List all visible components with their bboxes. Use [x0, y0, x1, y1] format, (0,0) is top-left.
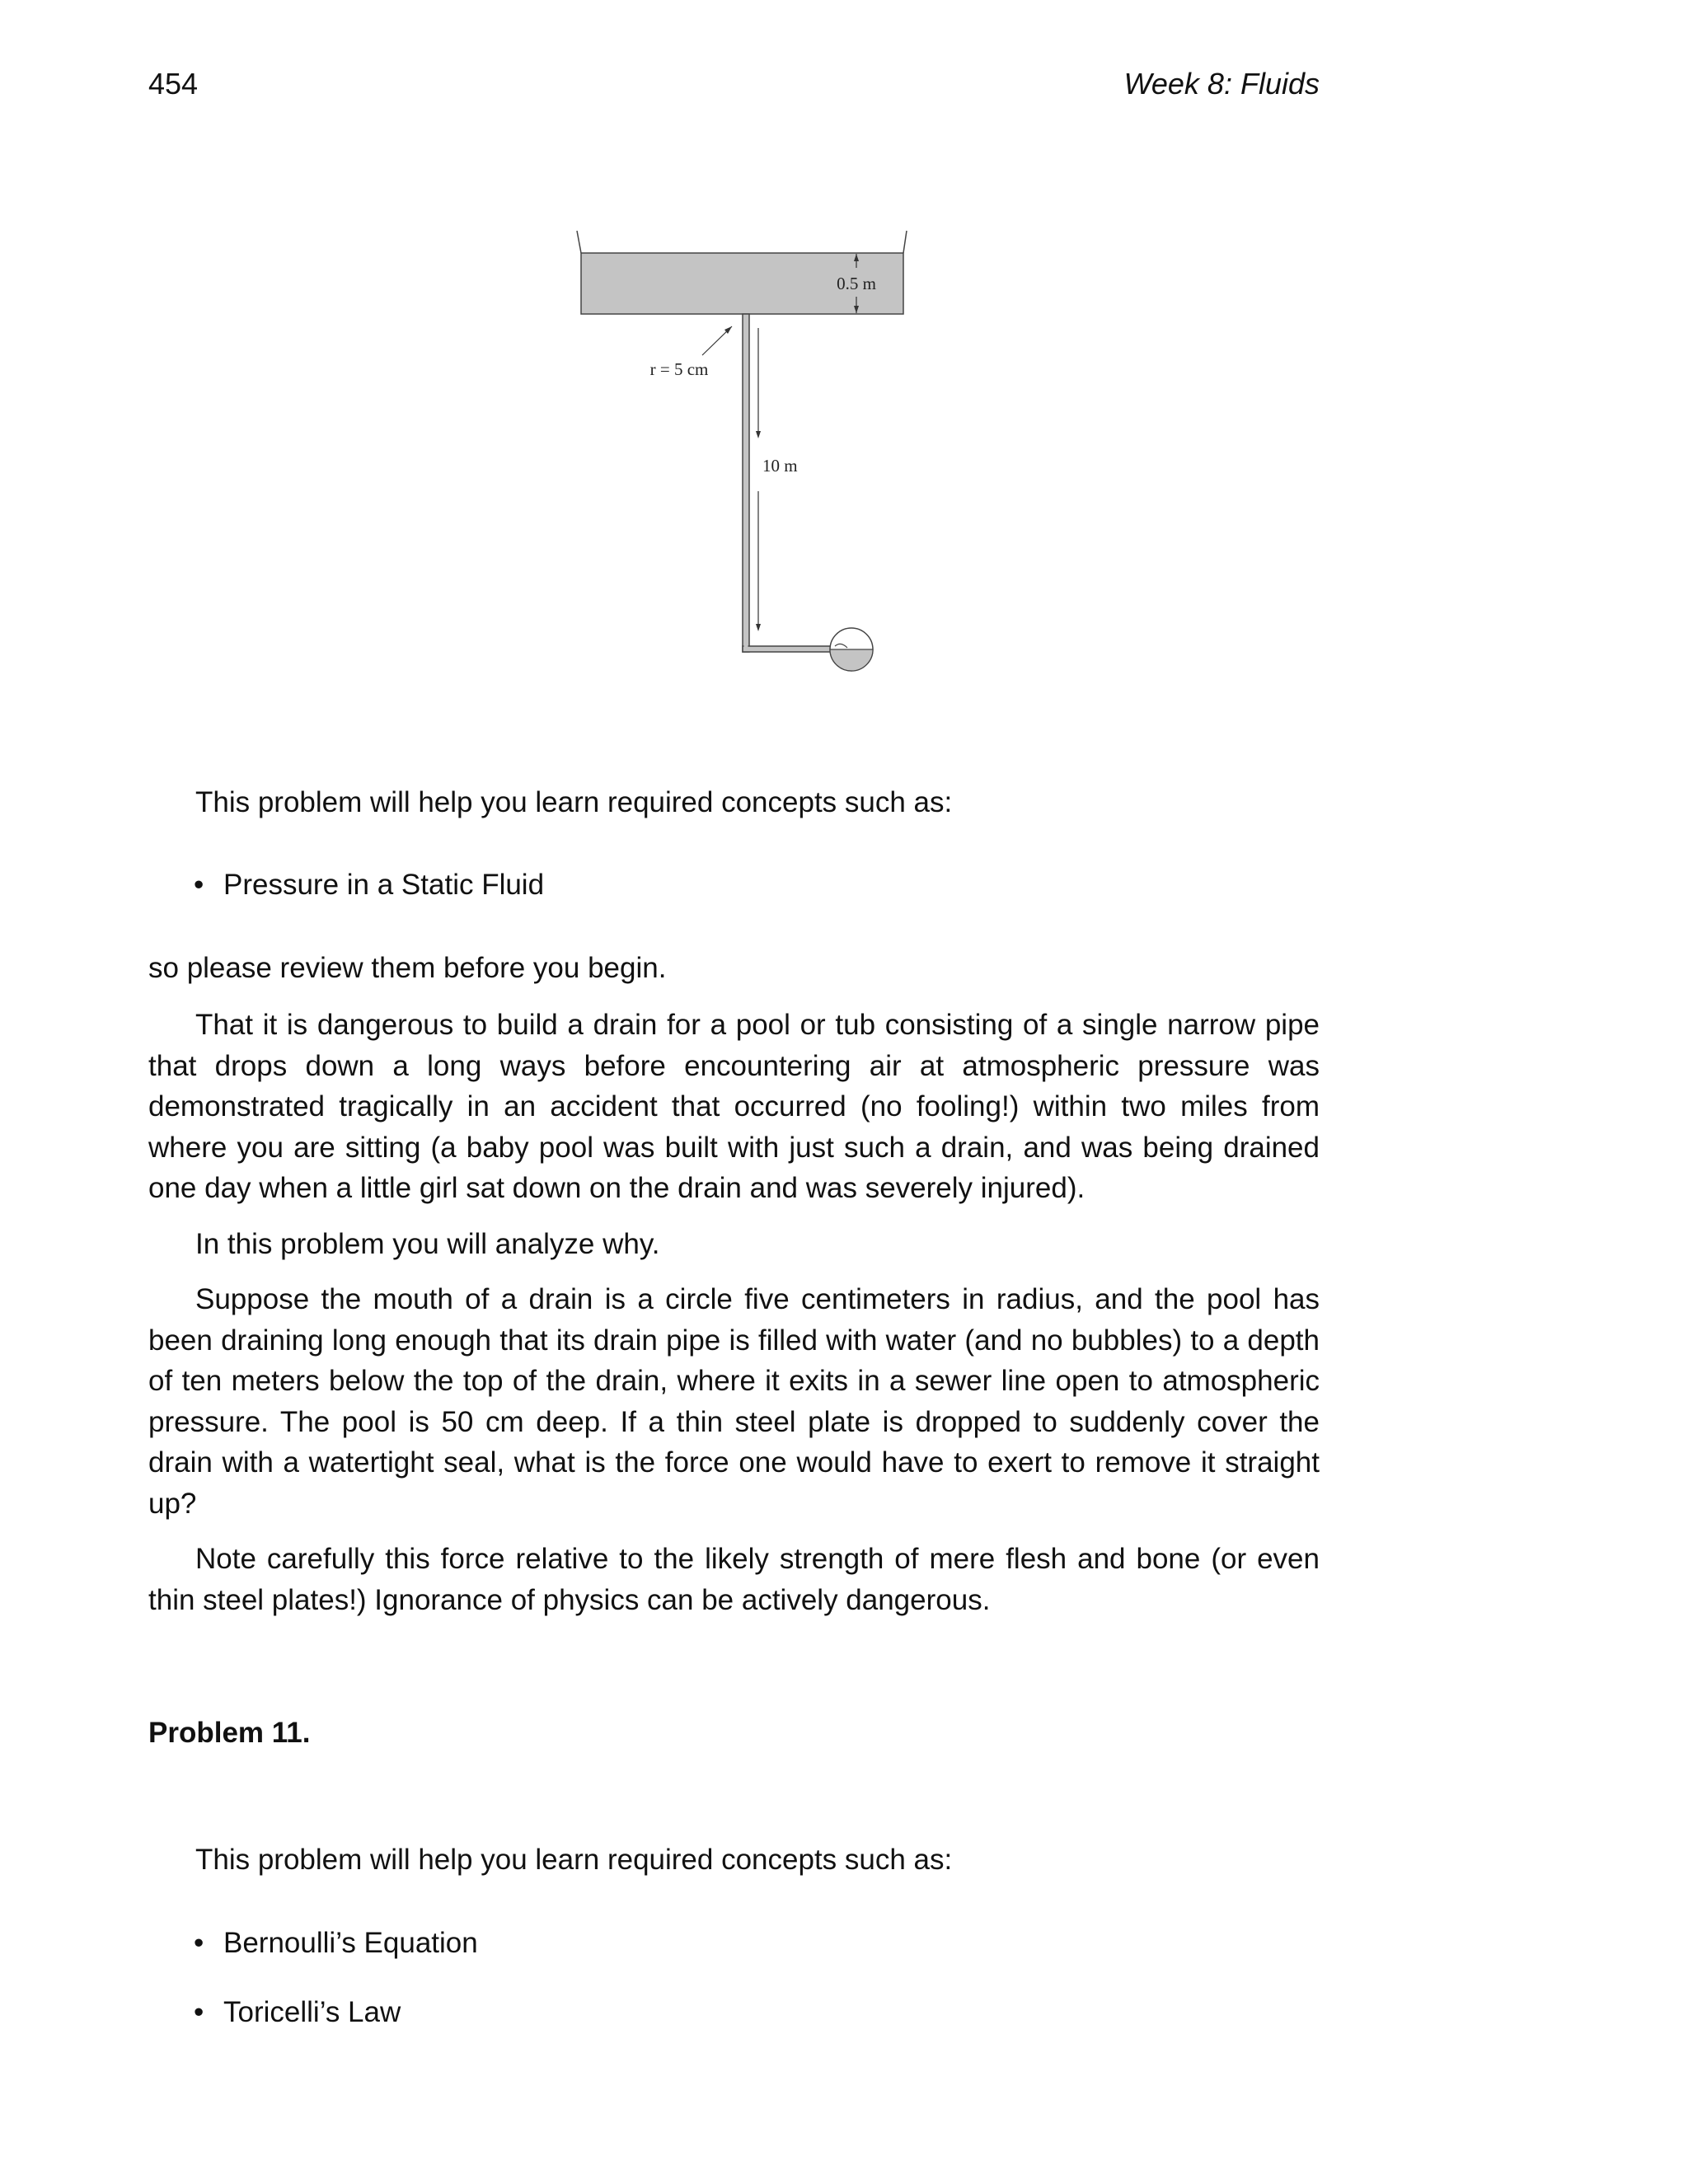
pipe-joint-fill — [744, 315, 748, 649]
review-line: so please review them before you begin. — [148, 952, 667, 984]
pool-drain-diagram — [569, 223, 915, 684]
paragraph-accident: That it is dangerous to build a drain for a pool or tub consisting of a single narrow pipe that drops down a long ways before encountering air at atmospheric pressure was demonstrated tragically in an accident that occurred (no fooling!) within two miles from where you are sitting (a baby pool was built with just such a drain, and was being drained one day when a little girl sat down on the drain and was severely injured). — [148, 1009, 1320, 1204]
page-number: 454 — [148, 67, 199, 101]
pipe-length-arrowhead-bottom — [756, 624, 761, 631]
paragraph-note: Note carefully this force relative to the likely strength of mere flesh and bone (or even thin steel plates!) Ignorance of physics can be actively dangerous. — [148, 1543, 1320, 1616]
pipe-length-label: 10 m — [762, 456, 798, 476]
concept-label: Toricelli’s Law — [223, 1996, 401, 2028]
bullet-icon: • — [194, 1996, 204, 2028]
concept-item — [194, 865, 544, 906]
problem11-intro: This problem will help you learn required concepts such as: — [195, 1844, 953, 1876]
concept-item — [194, 1992, 401, 2033]
paragraph-analyze: In this problem you will analyze why. — [195, 1228, 660, 1260]
problem10-intro: This problem will help you learn required concepts such as: — [195, 786, 953, 818]
pipe-length-arrowhead-top — [756, 431, 761, 438]
pool-left-wall — [577, 231, 581, 253]
pool-drain-svg — [569, 223, 915, 684]
paragraph-problem-statement: Suppose the mouth of a drain is a circle five centimeters in radius, and the pool has been draining long enough that its drain pipe is filled with water (and no bubbles) to a depth of ten meters below the top of the drain, where it exits in a sewer line open to atmospheric pressure. The pool is 50 cm deep. If a thin steel plate is dropped to suddenly cover the drain with a watertight seal, what is the force one would have to exert to remove it straight up? — [148, 1283, 1320, 1520]
pool-right-wall — [903, 231, 907, 253]
concept-item — [194, 1923, 478, 1964]
chapter-title: Week 8: Fluids — [1123, 67, 1320, 101]
depth-label: 0.5 m — [837, 274, 876, 293]
concept-label: Bernoulli’s Equation — [223, 1927, 478, 1959]
sewer-water — [830, 649, 873, 671]
problem11-title: Problem 11. — [148, 1717, 311, 1749]
bullet-icon: • — [194, 869, 204, 901]
concept-label: Pressure in a Static Fluid — [223, 869, 545, 901]
radius-label: r = 5 cm — [649, 359, 709, 379]
bullet-icon: • — [194, 1927, 204, 1959]
drain-pipe-horizontal — [743, 646, 835, 652]
